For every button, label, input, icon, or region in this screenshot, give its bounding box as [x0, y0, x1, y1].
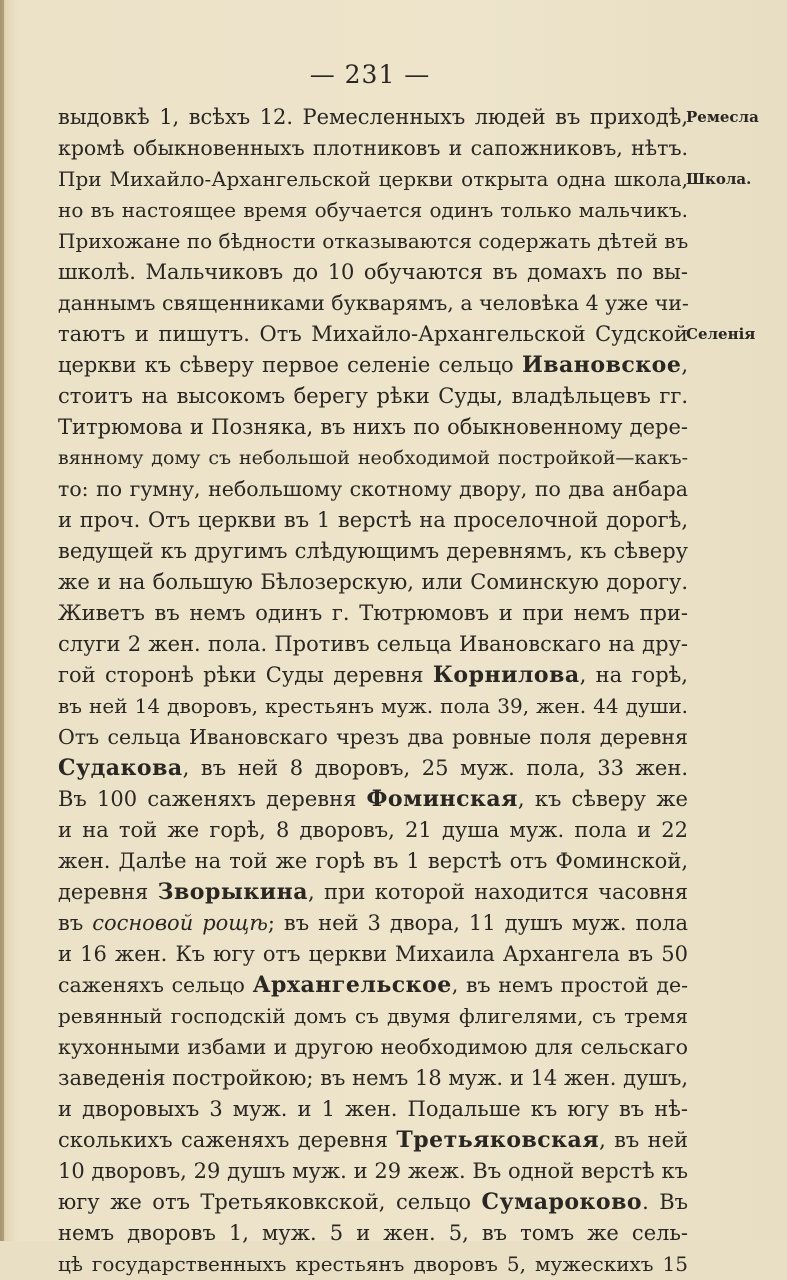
- text-line-38: цѣ государственныхъ крестьянъ дворовъ 5, мужескихъ 15: [58, 1252, 688, 1276]
- text-line-21: Отъ сельца Ивановскаго чрезъ два ровные поля деревня: [58, 725, 688, 749]
- body-text: [58, 102, 688, 1280]
- place-name-fominskaya: Фоминская: [366, 786, 518, 812]
- text-line-2: кромѣ обыкновенныхъ плотниковъ и сапожниковъ, нѣтъ.: [58, 136, 688, 160]
- margin-note-crafts: Ремесла: [686, 108, 759, 126]
- text-line-8: таютъ и пишутъ. Отъ Михайло-Архангельской Судской: [58, 322, 688, 346]
- text-line-20: въ ней 14 дворовъ, крестьянъ муж. пола 39, жен. 44 души.: [58, 694, 688, 718]
- binding-edge: [0, 0, 4, 1241]
- margin-note-settlements: Селенія: [686, 325, 756, 343]
- text-line-25: жен. Далѣе на той же горѣ въ 1 верстѣ отъ Фоминской,: [58, 849, 688, 873]
- text-line-31: кухонными избами и другою необходимою для сельскаго: [58, 1035, 688, 1059]
- text-line-12: вянному дому съ небольшой необходимой постройкой—какъ-: [58, 447, 688, 469]
- text-line-32: заведенія постройкою; въ немъ 18 муж. и 14 жен. душъ,: [58, 1066, 688, 1090]
- text-line-36: югу же отъ Третьяковкской, сельцо Сумароково. Въ: [58, 1189, 688, 1215]
- text-line-26: деревня Зворыкина, при которой находится часовня: [58, 879, 688, 905]
- text-line-18: слуги 2 жен. пола. Противъ сельца Ивановскаго на дру-: [58, 632, 688, 656]
- text-line-30: ревянный господскій домъ съ двумя флигелями, съ тремя: [58, 1004, 688, 1028]
- text-line-35: 10 дворовъ, 29 душъ муж. и 29 жеж. Въ одной верстѣ къ: [58, 1159, 688, 1183]
- text-line-3: При Михайло-Архангельской церкви открыта одна школа,: [58, 167, 688, 191]
- text-line-5: Прихожане по бѣдности отказываются содержать дѣтей въ: [58, 229, 689, 253]
- text-line-28: и 16 жен. Къ югу отъ церкви Михаила Архангела въ 50: [58, 942, 688, 966]
- text-line-14: и проч. Отъ церкви въ 1 верстѣ на проселочной дорогѣ,: [58, 508, 688, 532]
- text-line-24: и на той же горѣ, 8 дворовъ, 21 душа муж. пола и 22: [58, 818, 688, 842]
- text-line-33: и дворовыхъ 3 муж. и 1 жен. Подальше къ югу въ нѣ-: [58, 1097, 688, 1121]
- text-line-13: то: по гумну, небольшому скотному двору, по два анбара: [58, 477, 688, 501]
- text-line-16: же и на большую Бѣлозерскую, или Соминскую дорогу.: [58, 570, 688, 594]
- text-line-17: Живетъ въ немъ одинъ г. Тютрюмовъ и при немъ при-: [58, 601, 688, 625]
- place-name-sumarokovo: Сумароково: [481, 1189, 643, 1215]
- page-number: — 231 —: [309, 60, 431, 89]
- text-line-15: ведущей къ другимъ слѣдующимъ деревнямъ, къ сѣверу: [58, 539, 688, 563]
- text-line-34: сколькихъ саженяхъ деревня Третьяковская, въ ней: [58, 1127, 688, 1153]
- place-name-kornilova: Корнилова: [432, 662, 580, 688]
- place-name-ivanovskoe: Ивановское: [521, 352, 682, 378]
- place-name-sudakova: Судакова: [58, 755, 183, 781]
- text-line-9: церкви къ сѣверу первое селеніе сельцо Ивановское,: [58, 352, 688, 378]
- place-name-tretyakovskaya: Третьяковская: [396, 1127, 600, 1153]
- text-line-11: Титрюмова и Позняка, въ нихъ по обыкновенному дере-: [58, 415, 688, 439]
- text-line-27: въ сосновой рощѣ; въ ней 3 двора, 11 душъ муж. пола: [58, 911, 689, 935]
- text-line-22: Судакова, въ ней 8 дворовъ, 25 муж. пола, 33 жен.: [58, 755, 688, 781]
- place-name-arkhangelskoe: Архангельское: [252, 972, 452, 998]
- text-line-19: гой сторонѣ рѣки Суды деревня Корнилова, на горѣ,: [58, 662, 688, 688]
- text-line-7: даннымъ священниками букварямъ, а человѣка 4 уже чи-: [58, 291, 689, 315]
- margin-note-school: Школа.: [686, 170, 752, 188]
- place-name-zvorykina: Зворыкина: [157, 879, 308, 905]
- text-line-4: но въ настоящее время обучается одинъ только мальчикъ.: [58, 198, 688, 222]
- text-line-23: Въ 100 саженяхъ деревня Фоминская, къ сѣверу же: [58, 786, 688, 812]
- text-line-10: стоитъ на высокомъ берегу рѣки Суды, владѣльцевъ гг.: [58, 384, 688, 408]
- text-line-1: выдовкѣ 1, всѣхъ 12. Ремесленныхъ людей въ приходѣ,: [58, 105, 688, 129]
- text-line-29: саженяхъ сельцо Архангельское, въ немъ простой де-: [58, 972, 689, 998]
- text-line-6: школѣ. Мальчиковъ до 10 обучаются въ домахъ по вы-: [58, 260, 688, 284]
- italic-phrase: сосновой рощѣ: [92, 911, 268, 935]
- text-line-37: немъ дворовъ 1, муж. 5 и жен. 5, въ томъ же сель-: [58, 1221, 688, 1245]
